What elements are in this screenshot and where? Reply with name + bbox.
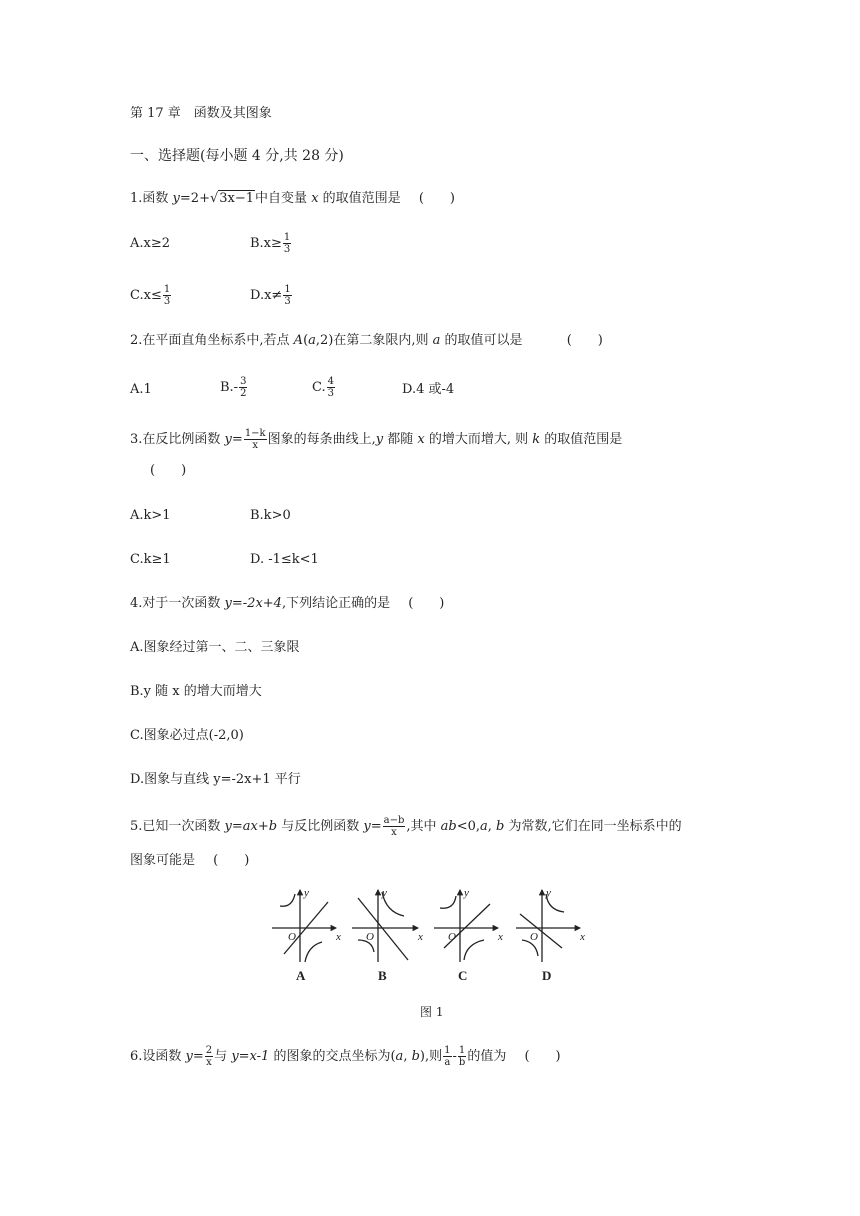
figure-label-a: A (296, 968, 306, 983)
axis-x-label: x (498, 931, 503, 943)
graph-c (434, 890, 498, 962)
q4-option-b: B.y 随 x 的增大而增大 (130, 684, 262, 699)
axis-y-label: y (464, 887, 469, 899)
axis-y-label: y (382, 887, 387, 899)
answer-paren: ( ) (418, 191, 455, 206)
figure-caption: 图 1 (420, 1005, 444, 1019)
question-3: 3.在反比例函数 y= $\frac{1-k}{x}$ 图象的每条曲线上,y 都随 x 的增大而增大, 则 k 的取值范围是 (130, 428, 623, 451)
figure-label-c: C (458, 968, 468, 983)
answer-paren: ( ) (566, 333, 603, 348)
q2-option-c: C. $\frac{4}{3}$ (312, 376, 334, 399)
answer-paren: ( ) (524, 1049, 561, 1064)
axis-y-label: y (546, 887, 551, 899)
axis-y-label: y (304, 887, 309, 899)
q4-option-c: C.图象必过点(-2,0) (130, 728, 244, 743)
question-2: 2.在平面直角坐标系中,若点 A(a,2)在第二象限内,则 a 的取值可以是 ( ) (130, 333, 603, 348)
q4-option-d: D.图象与直线 y=-2x+1 平行 (130, 772, 301, 787)
answer-paren: ( ) (150, 463, 187, 478)
sqrt-expression: 3x−1 (219, 191, 255, 206)
answer-paren: ( ) (213, 853, 250, 868)
q4-option-a: A.图象经过第一、二、三象限 (130, 640, 300, 655)
question-1: 1.函数 y=2+√3x−1中自变量 x 的取值范围是 ( ) (130, 191, 455, 206)
q1-option-c: C.x≤ $\frac{1}{3}$ (130, 284, 171, 307)
figure-label-b: B (378, 968, 387, 983)
origin-label: O (530, 931, 538, 943)
graph-a (272, 890, 336, 962)
question-5: 5.已知一次函数 y=ax+b 与反比例函数 y= $\frac{a-b}{x}$ ,其中 ab<0,a, b 为常数,它们在同一坐标系中的 (130, 815, 682, 838)
question-5-line-2: 图象可能是 ( ) (130, 853, 250, 868)
answer-paren: ( ) (408, 596, 445, 611)
graph-d (516, 890, 580, 962)
section-heading: 一、选择题(每小题 4 分,共 28 分) (130, 148, 344, 164)
q1-option-a: A.x≥2 (130, 236, 171, 251)
chapter-title: 第 17 章 函数及其图象 (130, 106, 272, 121)
q2-option-b: B.- $\frac{3}{2}$ (220, 376, 247, 399)
figure-label-d: D (542, 968, 552, 983)
q2-option-a: A.1 (130, 382, 152, 397)
origin-label: O (366, 931, 374, 943)
q3-option-d: D. -1≤k<1 (250, 552, 319, 567)
graph-b (352, 890, 418, 962)
figure-graphs (270, 884, 590, 984)
axis-x-label: x (336, 931, 341, 943)
q3-option-b: B.k>0 (250, 508, 291, 523)
q3-option-a: A.k>1 (130, 508, 171, 523)
origin-label: O (448, 931, 456, 943)
question-4: 4.对于一次函数 y=-2x+4,下列结论正确的是 ( ) (130, 596, 445, 611)
q2-option-d: D.4 或-4 (402, 382, 455, 397)
axis-x-label: x (580, 931, 585, 943)
q3-option-c: C.k≥1 (130, 552, 171, 567)
axis-x-label: x (418, 931, 423, 943)
origin-label: O (288, 931, 296, 943)
q1-option-d: D.x≠ $\frac{1}{3}$ (250, 284, 291, 307)
question-6: 6.设函数 y= $\frac{2}{x}$ 与 y=x-1 的图象的交点坐标为(a, b),则 $\frac{1}{a}$ - $\frac{1}{b}$ 的值为 ( ) (130, 1045, 561, 1068)
q1-option-b: B.x≥ $\frac{1}{3}$ (250, 232, 291, 255)
